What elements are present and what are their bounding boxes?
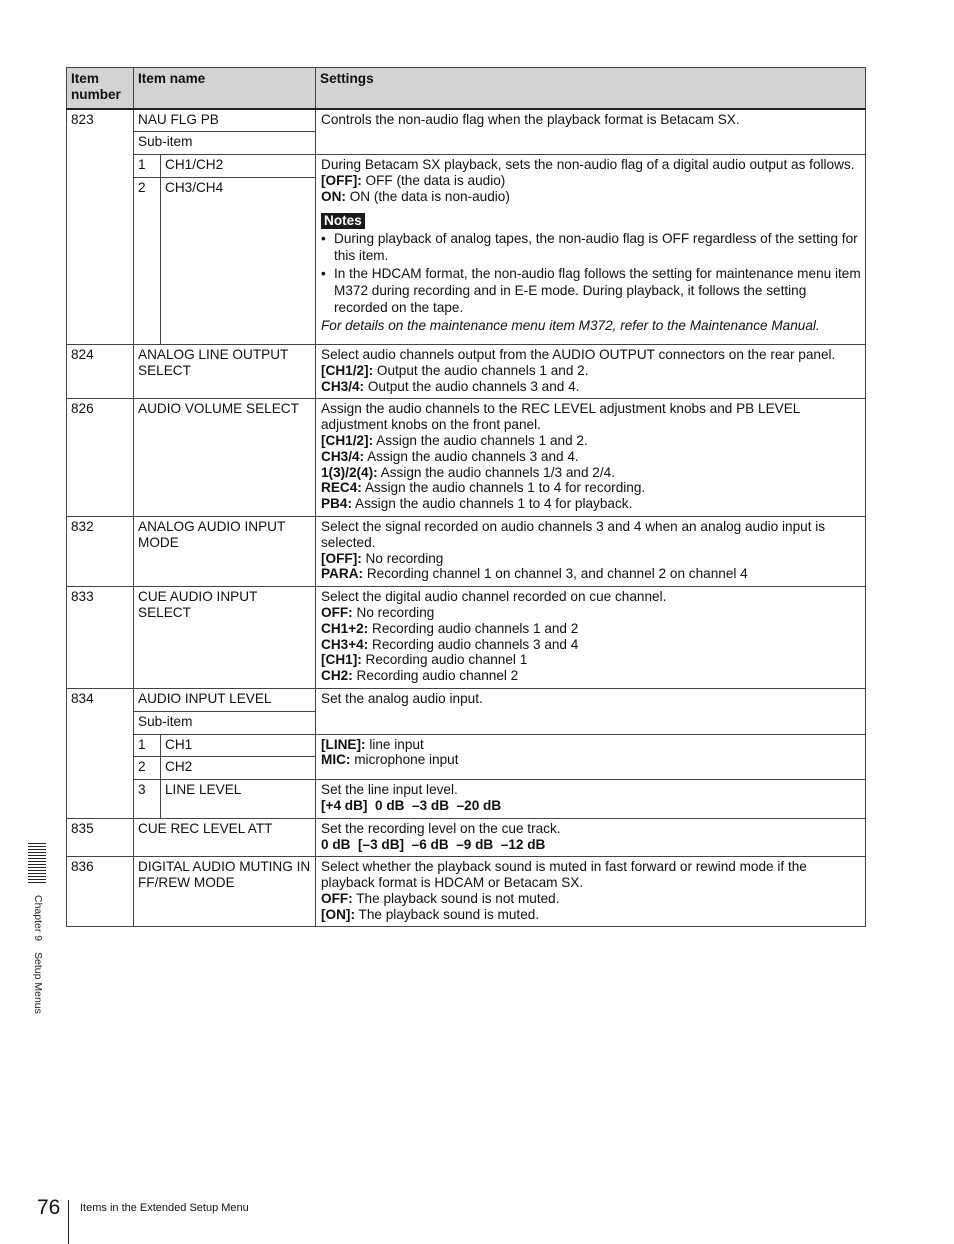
footer-divider bbox=[68, 1200, 69, 1244]
table-row bbox=[67, 587, 866, 689]
item-name: ANALOG AUDIO INPUT MODE bbox=[134, 516, 316, 586]
item-name: DIGITAL AUDIO MUTING IN FF/REW MODE bbox=[134, 857, 316, 927]
header-item-number: Item number bbox=[67, 68, 134, 109]
setting-option: ON: ON (the data is non-audio) bbox=[321, 188, 510, 204]
table-row bbox=[67, 399, 866, 517]
item-settings: Controls the non-audio flag when the playback format is Betacam SX. bbox=[316, 109, 866, 155]
item-name: NAU FLG PB bbox=[134, 109, 316, 132]
table-header-row bbox=[67, 68, 866, 109]
sub-item-number: 2 bbox=[134, 757, 161, 780]
item-settings: Select whether the playback sound is muted in fast forward or rewind mode if the playback format is HDCAM or Betacam SX. OFF: The playback sound is not muted. [ON]: The playback sound is muted. bbox=[316, 857, 866, 927]
sub-item-label: Sub-item bbox=[134, 132, 316, 155]
sub-item-name: CH1/CH2 bbox=[161, 155, 316, 178]
chapter-side-label bbox=[32, 895, 44, 1022]
note-item: • In the HDCAM format, the non-audio flag follows the setting for maintenance menu item M372 during recording and in E-E mode. During playback, it follows the setting recorded on the tape. bbox=[321, 265, 861, 316]
settings-description: During Betacam SX playback, sets the non-audio flag of a digital audio output as follows. bbox=[321, 157, 855, 173]
item-number: 835 bbox=[67, 818, 134, 857]
item-number: 836 bbox=[67, 857, 134, 927]
header-item-name: Item name bbox=[134, 68, 316, 109]
item-number: 823 bbox=[67, 109, 134, 345]
sub-item-number: 3 bbox=[134, 780, 161, 819]
header-settings: Settings bbox=[316, 68, 866, 109]
item-name: AUDIO INPUT LEVEL bbox=[134, 688, 316, 711]
item-settings: Assign the audio channels to the REC LEVEL adjustment knobs and PB LEVEL adjustment knobs on the front panel. [CH1/2]: Assign the audio channels 1 and 2. CH3/4: Assign the audio channels 3 and 4. 1(3)/2(4): Assign the audio channels 1/3 and 2/4. REC4: Assign the audio channels 1 to 4 for recording. PB4: Assign the audio channels 1 to 4 for playback. bbox=[316, 399, 866, 517]
item-settings: Select audio channels output from the AUDIO OUTPUT connectors on the rear panel. [CH1/2]: Output the audio channels 1 and 2. CH3/4: Output the audio channels 3 and 4. bbox=[316, 344, 866, 398]
table-row bbox=[67, 516, 866, 586]
item-settings: [LINE]: line input MIC: microphone input bbox=[316, 734, 866, 780]
note-item: • During playback of analog tapes, the non-audio flag is OFF regardless of the setting for this item. bbox=[321, 230, 861, 264]
table-row bbox=[67, 109, 866, 132]
notes-badge: Notes bbox=[321, 213, 365, 229]
sub-item-number: 1 bbox=[134, 734, 161, 757]
setting-option: [OFF]: OFF (the data is audio) bbox=[321, 172, 506, 188]
table-row bbox=[67, 688, 866, 711]
chapter-thumb-index bbox=[28, 843, 46, 885]
footer-title: Items in the Extended Setup Menu bbox=[80, 1202, 249, 1214]
reference-note: For details on the maintenance menu item M372, refer to the Maintenance Manual. bbox=[321, 317, 820, 333]
table-row bbox=[67, 734, 866, 757]
table-row bbox=[67, 857, 866, 927]
sub-item-label: Sub-item bbox=[134, 711, 316, 734]
item-number: 833 bbox=[67, 587, 134, 689]
setup-menu-table bbox=[66, 67, 866, 927]
table-row bbox=[67, 155, 866, 178]
item-name: ANALOG LINE OUTPUT SELECT bbox=[134, 344, 316, 398]
table-row bbox=[67, 344, 866, 398]
item-settings bbox=[316, 155, 866, 345]
item-settings: Set the recording level on the cue track. 0 dB [–3 dB] –6 dB –9 dB –12 dB bbox=[316, 818, 866, 857]
sub-item-number: 2 bbox=[134, 177, 161, 344]
item-settings: Set the line input level. [+4 dB] 0 dB –3 dB –20 dB bbox=[316, 780, 866, 819]
item-name: AUDIO VOLUME SELECT bbox=[134, 399, 316, 517]
sub-item-name: CH2 bbox=[161, 757, 316, 780]
table-row bbox=[67, 818, 866, 857]
item-number: 826 bbox=[67, 399, 134, 517]
sub-item-number: 1 bbox=[134, 155, 161, 178]
sub-item-name: LINE LEVEL bbox=[161, 780, 316, 819]
item-name: CUE AUDIO INPUT SELECT bbox=[134, 587, 316, 689]
item-name: CUE REC LEVEL ATT bbox=[134, 818, 316, 857]
page-number: 76 bbox=[37, 1196, 61, 1219]
section-label: Setup Menus bbox=[32, 952, 44, 1014]
item-number: 824 bbox=[67, 344, 134, 398]
item-number: 834 bbox=[67, 688, 134, 818]
item-number: 832 bbox=[67, 516, 134, 586]
item-settings: Select the digital audio channel recorded on cue channel. OFF: No recording CH1+2: Recording audio channels 1 and 2 CH3+4: Recording audio channels 3 and 4 [CH1]: Recording audio channel 1 CH2: Recording audio channel 2 bbox=[316, 587, 866, 689]
chapter-label: Chapter 9 bbox=[32, 895, 44, 942]
notes-list bbox=[321, 230, 861, 316]
item-settings: Set the analog audio input. bbox=[316, 688, 866, 734]
sub-item-name: CH1 bbox=[161, 734, 316, 757]
table-row bbox=[67, 780, 866, 819]
sub-item-name: CH3/CH4 bbox=[161, 177, 316, 344]
item-settings: Select the signal recorded on audio channels 3 and 4 when an analog audio input is selected. [OFF]: No recording PARA: Recording channel 1 on channel 3, and channel 2 on channel 4 bbox=[316, 516, 866, 586]
